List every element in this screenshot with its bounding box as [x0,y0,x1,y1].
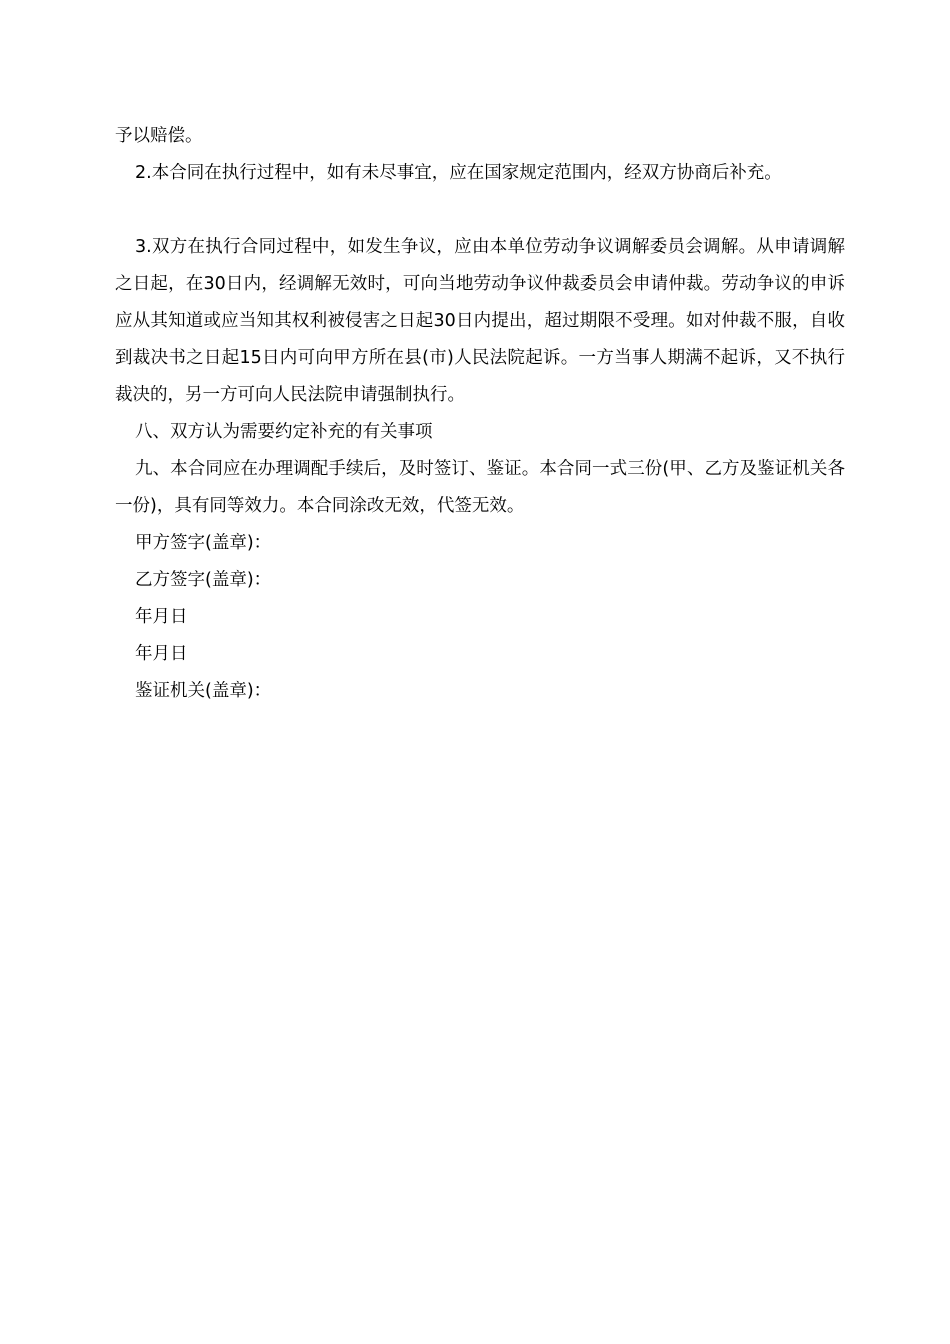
paragraph-spacer [115,192,845,229]
paragraph-compensation: 予以赔偿。 [115,126,203,146]
paragraph-section-8: 八、双方认为需要约定补充的有关事项 [135,422,433,442]
date-line-a: 年月日 [135,607,188,627]
date-line-b: 年月日 [135,644,188,664]
paragraph-section-9: 九、本合同应在办理调配手续后，及时签订、鉴证。本合同一式三份(甲、乙方及鉴证机关各一份)，具有同等效力。本合同涂改无效，代签无效。 [115,459,845,516]
signature-party-b: 乙方签字(盖章)： [135,570,272,590]
paragraph-clause-3: 3.双方在执行合同过程中，如发生争议，应由本单位劳动争议调解委员会调解。从申请调解之日起，在30日内，经调解无效时，可向当地劳动争议仲裁委员会申请仲裁。劳动争议的申诉应从其知道或应当知其权利被侵害之日起30日内提出，超过期限不受理。如对仲裁不服，自收到裁决书之日起15日内可向甲方所在县(市)人民法院起诉。一方当事人期满不起诉，又不执行裁决的，另一方可向人民法院申请强制执行。 [115,237,845,405]
signature-authority: 鉴证机关(盖章)： [135,681,272,701]
paragraph-clause-2: 2.本合同在执行过程中，如有未尽事宜，应在国家规定范围内，经双方协商后补充。 [135,163,782,183]
signature-party-a: 甲方签字(盖章)： [135,533,272,553]
document-body [115,118,845,710]
